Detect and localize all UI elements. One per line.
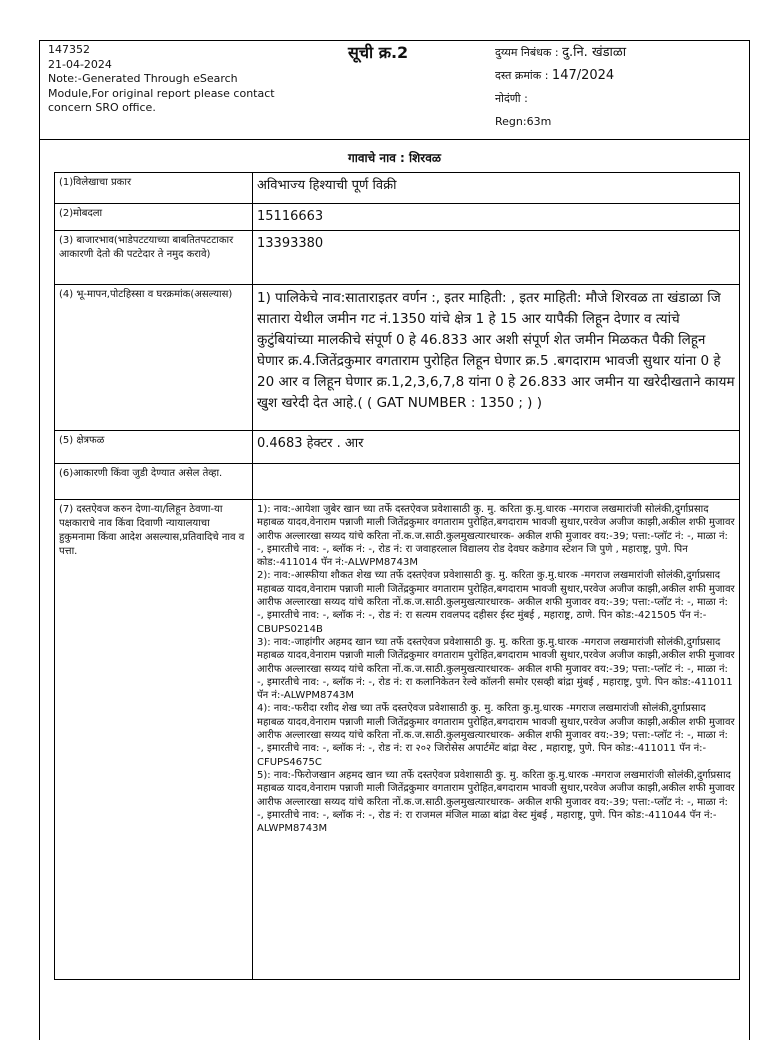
row-value: अविभाज्य हिश्याची पूर्ण विक्री: [253, 173, 740, 204]
index-table: [54, 172, 740, 980]
document-number-row: [495, 68, 626, 91]
generated-note: Note:-Generated Through eSearch Module,For original report please contact concern SRO office.: [48, 72, 275, 114]
document-number-value: 147/2024: [551, 68, 615, 83]
parties-cell: [253, 500, 740, 980]
header-right: [495, 45, 626, 137]
table-row: [55, 231, 740, 285]
row-value: 15116663: [253, 204, 740, 231]
row-label: (6)आकारणी किंवा जुडी देण्यात असेल तेव्हा.: [55, 464, 253, 500]
village-label: गावाचे नाव :: [347, 151, 405, 165]
registrar-row: [495, 45, 626, 68]
header-left: [48, 43, 278, 116]
registration-value: Regn:63m: [495, 115, 552, 128]
row-label: (3) बाजारभाव(भाडेपटटयाच्या बाबतितपटटाकार आकारणी देतो की पटटेदार ते नमुद करावे): [55, 231, 253, 285]
table-row: [55, 173, 740, 204]
row-label: (4) भू-मापन,पोटहिस्सा व घरक्रमांक(असल्यास): [55, 285, 253, 431]
document-id: 147352: [48, 43, 90, 56]
party-entry: 1): नाव:-आयेशा जुबेर खान च्या तर्फे दस्तऐवज प्रवेशासाठी कु. मु. करिता कु.मु.धारक -मगराज लखमारांजी सोलंकी,दुर्गाप्रसाद महाबळ यादव,वेनाराम पन्नाजी माली जितेंद्रकुमार वगताराम पुरोहित,बगदाराम भावजी सुथार,परवेज अजीज काझी,अकील शफी मुजावर आरीफ अल्लारखा सय्यद यांचे करिता नों.क.ज.साठी.कुलमुखत्यारधारक- अकील शफी मुजावर वय:-39; पत्ता:-प्लॉट नं: -, माळा नं: -, इमारतीचे नाव: -, ब्लॉक नं: -, रोड नं: रा जवाहरलाल विद्यालय रोड देवघर कडेगाव स्टेशन जि पुणे , महाराष्ट्र, पुणे. पिन कोड:-411014 पॅन नं:-ALWPM8743M: [257, 504, 735, 569]
table-row: [55, 204, 740, 231]
row-value: 1) पालिकेचे नाव:साताराइतर वर्णन :, इतर माहिती: , इतर माहिती: मौजे शिरवळ ता खंडाळा जि सातारा येथील जमीन गट नं.1350 यांचे क्षेत्र 1 हे 15 आर यापैकी लिहून देणार व त्यांचे कुटुंबियांच्या मालकीचे संपूर्ण 0 हे 46.833 आर अशी संपूर्ण शेत जमीन मिळकत पैकी लिहून घेणार क्र.4.जितेंद्रकुमार वगताराम पुरोहित लिहून घेणार क्र.5 .बगदाराम भावजी सुथार यांना 0 हे 20 आर व लिहून घेणार क्र.1,2,3,6,7,8 यांना 0 हे 26.833 आर जमीन या खरेदीखताने कायम खुश खरेदी देत आहे.( ( GAT NUMBER : 1350 ; ) ): [253, 285, 740, 431]
page-title: सूची क्र.2: [348, 43, 409, 62]
row-label: (5) क्षेत्रफळ: [55, 431, 253, 464]
party-entry: 3): नाव:-जाहांगीर अहमद खान च्या तर्फे दस्तऐवज प्रवेशासाठी कु. मु. करिता कु.मु.धारक -मगराज लखमारांजी सोलंकी,दुर्गाप्रसाद महाबळ यादव,वेनाराम पन्नाजी माली जितेंद्रकुमार वगताराम पुरोहित,बगदाराम भावजी सुथार,परवेज अजीज काझी,अकील शफी मुजावर आरीफ अल्लारखा सय्यद यांचे करिता नों.क.ज.साठी.कुलमुखत्यारधारक- अकील शफी मुजावर वय:-39; पत्ता:-प्लॉट नं: -, माळा नं: -, इमारतीचे नाव: -, ब्लॉक नं: -, रोड नं: रा कलानिकेतन रेल्वे कॉलनी समोर एसव्ही बांद्रा मुंबई , महाराष्ट्र, पुणे. पिन कोड:-411011 पॅन नं:-ALWPM8743M: [257, 636, 735, 702]
registration-label: नोदंणी :: [495, 92, 528, 105]
row-label: (1)विलेखाचा प्रकार: [55, 173, 253, 204]
row-value: [253, 464, 740, 500]
registrar-value: दु.नि. खंडाळा: [562, 45, 627, 60]
header-divider: [40, 139, 749, 140]
row-label: (2)मोबदला: [55, 204, 253, 231]
party-entry: 5): नाव:-फिरोजखान अहमद खान च्या तर्फे दस्तऐवज प्रवेशासाठी कु. मु. करिता कु.मु.धारक -मगराज लखमारांजी सोलंकी,दुर्गाप्रसाद महाबळ यादव,वेनाराम पन्नाजी माली जितेंद्रकुमार वगताराम पुरोहित,बगदाराम भावजी सुथार,परवेज अजीज काझी,अकील शफी मुजावर आरीफ अल्लारखा सय्यद यांचे करिता नों.क.ज.साठी.कुलमुखत्यारधारक- अकील शफी मुजावर वय:-39; पत्ता:-प्लॉट नं: -, माळा नं: -, इमारतीचे नाव: -, ब्लॉक नं: -, रोड नं: रा राजमल मंजिल माळा बांद्रा वेस्ट मुंबई , महाराष्ट्र, पुणे. पिन कोड:-411044 पॅन नं:-ALWPM8743M: [257, 769, 735, 835]
document-date: 21-04-2024: [48, 57, 112, 71]
table-row: [55, 500, 740, 980]
party-entry: 4): नाव:-फरीदा रशीद शेख च्या तर्फे दस्तऐवज प्रवेशासाठी कु. मु. करिता कु.मु.धारक -मगराज लखमारांजी सोलंकी,दुर्गाप्रसाद महाबळ यादव,वेनाराम पन्नाजी माली जितेंद्रकुमार वगताराम पुरोहित,बगदाराम भावजी सुथार,परवेज अजीज काझी,अकील शफी मुजावर आरीफ अल्लारखा सय्यद यांचे करिता नों.क.ज.साठी.कुलमुखत्यारधारक- अकील शफी मुजावर वय:-39; पत्ता:-प्लॉट नं: -, माळा नं: -, इमारतीचे नाव: -, ब्लॉक नं: -, रोड नं: रा २०२ जिरोसेस अपार्टमेंट बांद्रा वेस्ट , महाराष्ट्र, पुणे. पिन कोड:-411011 पॅन नं:-CFUPS4675C: [257, 703, 735, 768]
row-label: (7) दस्तऐवज करुन देणा-या/लिहून ठेवणा-या पक्षकाराचे नाव किंवा दिवाणी न्यायालयाचा हुकुमनामा किंवा आदेश असल्यास,प्रतिवादिचे नाव व पत्ता.: [55, 500, 253, 980]
village-value: शिरवळ: [409, 151, 441, 165]
table-row: [55, 285, 740, 431]
document-frame: [39, 40, 750, 1040]
row-value: 13393380: [253, 231, 740, 285]
registrar-label: दुय्यम निबंधक :: [495, 46, 559, 59]
table-row: [55, 431, 740, 464]
table-row: [55, 464, 740, 500]
document-number-label: दस्त क्रमांक :: [495, 69, 549, 82]
party-entry: 2): नाव:-आस्फीया शौकत शेख च्या तर्फे दस्तऐवज प्रवेशासाठी कु. मु. करिता कु.मु.धारक -मगराज लखमारांजी सोलंकी,दुर्गाप्रसाद महाबळ यादव,वेनाराम पन्नाजी माली जितेंद्रकुमार वगताराम पुरोहित,बगदाराम भावजी सुथार,परवेज अजीज काझी,अकील शफी मुजावर आरीफ अल्लारखा सय्यद यांचे करिता नों.क.ज.साठी.कुलमुखत्यारधारक- अकील शफी मुजावर वय:-39; पत्ता:-प्लॉट नं: -, माळा नं: -, इमारतीचे नाव: -, ब्लॉक नं: -, रोड नं: रा सत्यम रावलपद दहीसर ईस्ट मुंबई , महाराष्ट्र, ठाणे. पिन कोड:-421505 पॅन नं:-CBUPS0214B: [257, 570, 735, 635]
row-value: 0.4683 हेक्टर . आर: [253, 431, 740, 464]
village-name: [40, 149, 749, 166]
